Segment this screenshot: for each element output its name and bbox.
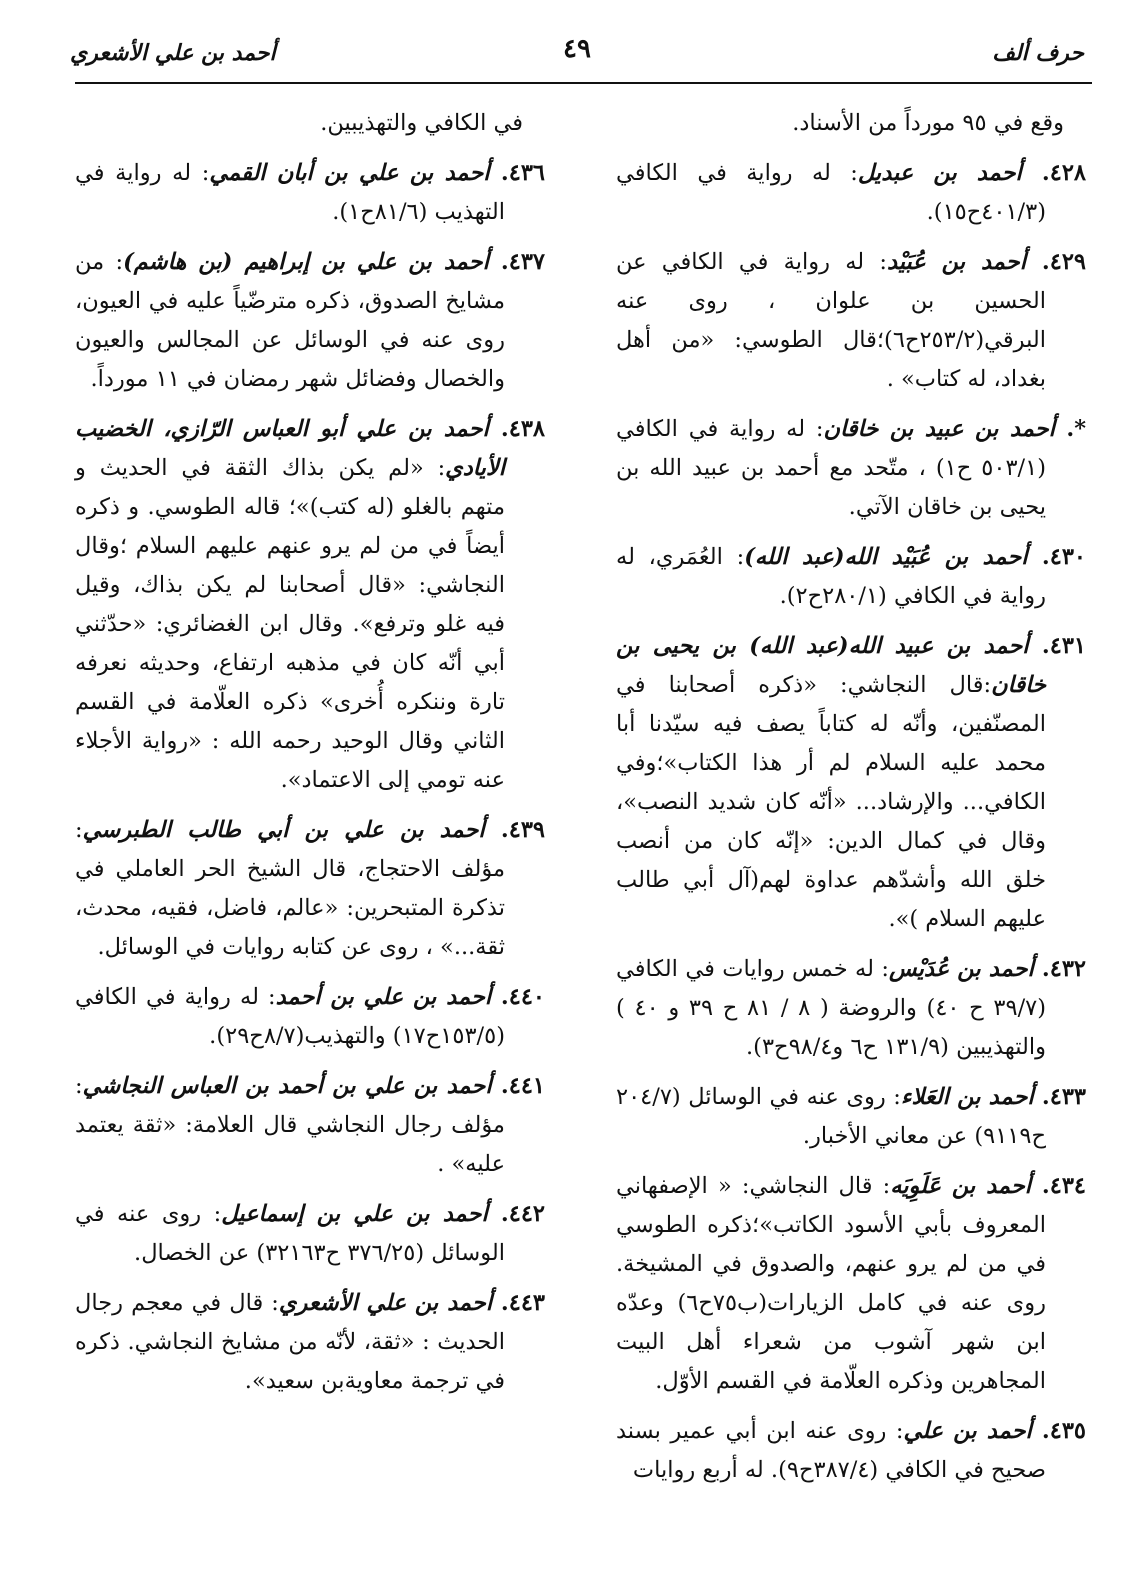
entry-number: ٤٣١. — [1028, 633, 1086, 659]
entry-text: : روى عنه ابن أبي عمير بسند صحيح في الكافي (٣٨٧/٤ح٩). له أربع روايات — [616, 1418, 1046, 1483]
entry-number: ٤٣٨. — [488, 416, 545, 442]
entry-number: ٤٣٧. — [488, 249, 545, 275]
entry-name: أحمد بن العَلاء — [900, 1084, 1034, 1110]
entry-number: *. — [1054, 416, 1086, 442]
entry-name: أحمد بن علي بن إبراهيم (بن هاشم) — [123, 249, 489, 275]
entry-number: ٤٣٩. — [484, 817, 545, 843]
entry-text: : له رواية في الكافي (٥٠٣/١ ح١) ، متّحد مع أحمد بن عبيد الله بن يحيى بن خاقان الآتي. — [616, 416, 1046, 520]
entry-name: أحمد بن عَلَوِيَه — [890, 1173, 1032, 1199]
entry-name: أحمد بن علي الأشعري — [278, 1290, 493, 1316]
entry-number: ٤٣٣. — [1033, 1084, 1086, 1110]
page-number: ٤٩ — [563, 34, 591, 64]
entry-text: : قال في معجم رجال الحديث : «ثقة، لأنّه من مشايخ النجاشي. ذكره في ترجمة معاويةبن سعيد». — [75, 1290, 505, 1394]
entry-number: ٤٣٠. — [1027, 544, 1086, 570]
left-column — [75, 104, 545, 1412]
entry-text: : روى عنه في الوسائل (٣٧٦/٢٥ ح٣٢١٦٣) عن الخصال. — [75, 1201, 505, 1266]
entry-text: : له رواية في الكافي (١٥٣/٥ح١٧) والتهذيب(٨/٧ح٢٩). — [75, 984, 505, 1049]
entry-number: ٤٣٦. — [489, 160, 546, 186]
entry — [616, 950, 1086, 1067]
entry — [616, 1078, 1086, 1156]
entry-text: :قال النجاشي: «ذكره أصحابنا في المصنّفين، وأنّه له كتاباً يصف فيه سيّدنا أبا محمد عليه السلام لم أر هذا الكتاب»؛وفي الكافي... والإرشاد... «أنّه كان شديد النصب»، وقال في كمال الدين: «إنّه كان من أنصب خلق الله وأشدّهم عداوة لهم(آل أبي طالب عليهم السلام )». — [616, 672, 1046, 932]
entry — [75, 1284, 545, 1401]
entry-number: ٤٤٣. — [492, 1290, 545, 1316]
right-column — [616, 104, 1086, 1501]
entry-number: ٤٤٠. — [491, 984, 546, 1010]
entry — [616, 243, 1086, 399]
entry-text: : «لم يكن بذاك الثقة في الحديث و متهم بالغلو (له كتب)»؛ قاله الطوسي. و ذكره أيضاً في من لم يرو عنهم عليهم السلام ؛وقال النجاشي: «قال أصحابنا لم يكن بذاك، وقيل فيه غلو وترفع». وقال ابن الغضائري: «حدّثني أبي أنّه كان في مذهبه ارتفاع، وحديثه نعرفه تارة وننكره أُخرى» ذكره العلّامة في القسم الثاني وقال الوحيد رحمه الله : «رواية الأجلاء عنه تومي إلى الاعتماد». — [75, 455, 505, 793]
entry — [75, 978, 545, 1056]
chapter-title: حرف ألف — [992, 40, 1084, 66]
entry-number: ٤٤١. — [491, 1073, 546, 1099]
entry — [616, 410, 1086, 527]
entry-name: أحمد بن عُبَيْد الله(عبد الله) — [744, 544, 1028, 570]
entry-number: ٤٣٤. — [1031, 1173, 1086, 1199]
entry — [75, 410, 545, 800]
entry-text: : له رواية في الكافي عن الحسين بن علوان ، روى عنه البرقي(٢٥٣/٢ح٦)؛قال الطوسي: «من أهل بغداد، له كتاب» . — [616, 249, 1046, 392]
entry-number: ٤٣٥. — [1031, 1418, 1087, 1444]
running-title: أحمد بن علي الأشعري — [70, 40, 276, 66]
entry-name: أحمد بن علي — [903, 1418, 1032, 1444]
entry-text: : قال النجاشي: « الإصفهاني المعروف بأبي الأسود الكاتب»؛ذكره الطوسي في من لم يرو عنهم، والصدوق في المشيخة. روى عنه في كامل الزيارات(ب٧٥ح٦) وعدّه ابن شهر آشوب من شعراء أهل البيت المجاهرين وذكره العلّامة في القسم الأوّل. — [616, 1173, 1047, 1394]
entry-text: : له خمس روايات في الكافي (٣٩/٧ ح ٤٠) والروضة ( ٨ / ٨١ ح ٣٩ و ٤٠ ) والتهذيبين (١٣١/٩ ح٦ و٩٨/٤ح٣). — [616, 956, 1047, 1060]
entry-number: ٤٣٢. — [1033, 956, 1086, 982]
entry — [616, 538, 1086, 616]
entry-name: أحمد بن عُدَيْس — [888, 956, 1034, 982]
entry — [75, 1067, 545, 1184]
entry-name: أحمد بن عبيد بن خاقان — [823, 416, 1055, 442]
entry — [75, 243, 545, 399]
entry — [75, 1195, 545, 1273]
entry — [616, 1412, 1086, 1490]
entry — [616, 1167, 1086, 1401]
entry-text: : العُمَري، له رواية في الكافي (٢٨٠/١ح٢). — [616, 544, 1046, 609]
entry-name: أحمد بن علي بن أحمد — [275, 984, 492, 1010]
entry-number: ٤٢٨. — [1021, 160, 1086, 186]
entry — [75, 811, 545, 967]
entry-text: : له رواية في الكافي (٤٠١/٣ح١٥). — [616, 160, 1046, 225]
entry — [75, 154, 545, 232]
entry-text: : مؤلف رجال النجاشي قال العلامة: «ثقة يعتمد عليه» . — [75, 1073, 505, 1177]
entry-name: أحمد بن علي بن أبان القمي — [209, 160, 490, 186]
entry-name: أحمد بن عبيد الله(عبد الله) بن يحيى بن خاقان — [616, 633, 1046, 698]
entry — [616, 154, 1086, 232]
entry — [616, 104, 1086, 143]
entry-name: أحمد بن علي أبو العباس الرّازي، الخضيب الأيادي — [75, 416, 505, 481]
entry — [616, 627, 1086, 939]
entry-name: أحمد بن علي بن أحمد بن العباس النجاشي — [82, 1073, 492, 1099]
entry-text: : مؤلف الاحتجاج، قال الشيخ الحر العاملي في تذكرة المتبحرين: «عالم، فاضل، فقيه، محدث، ثقة...» ، روى عن كتابه روايات في الوسائل. — [75, 817, 505, 960]
header-rule — [75, 82, 1092, 84]
entry-name: أحمد بن علي بن إسماعيل — [221, 1201, 488, 1227]
entry-name: أحمد بن عُبَيْد — [886, 249, 1026, 275]
entry-number: ٤٢٩. — [1025, 249, 1087, 275]
entry-text: : له رواية في التهذيب (٨١/٦ح١). — [75, 160, 505, 225]
entry-text: في الكافي والتهذيبين. — [320, 110, 523, 136]
entry-name: أحمد بن علي بن أبي طالب الطبرسي — [82, 817, 485, 843]
entry — [75, 104, 545, 143]
entry-text: وقع في ٩٥ مورداً من الأسناد. — [792, 110, 1064, 136]
entry-number: ٤٤٢. — [487, 1201, 546, 1227]
running-header — [70, 30, 1084, 82]
entry-name: أحمد بن عبديل — [857, 160, 1022, 186]
entry-text: : روى عنه في الوسائل (٢٠٤/٧ ح٩١١٩) عن معاني الأخبار. — [616, 1084, 1046, 1149]
entry-text: : من مشايخ الصدوق، ذكره مترضّياً عليه في العيون، روى عنه في الوسائل عن المجالس والعيون والخصال وفضائل شهر رمضان في ١١ مورداً. — [75, 249, 505, 392]
